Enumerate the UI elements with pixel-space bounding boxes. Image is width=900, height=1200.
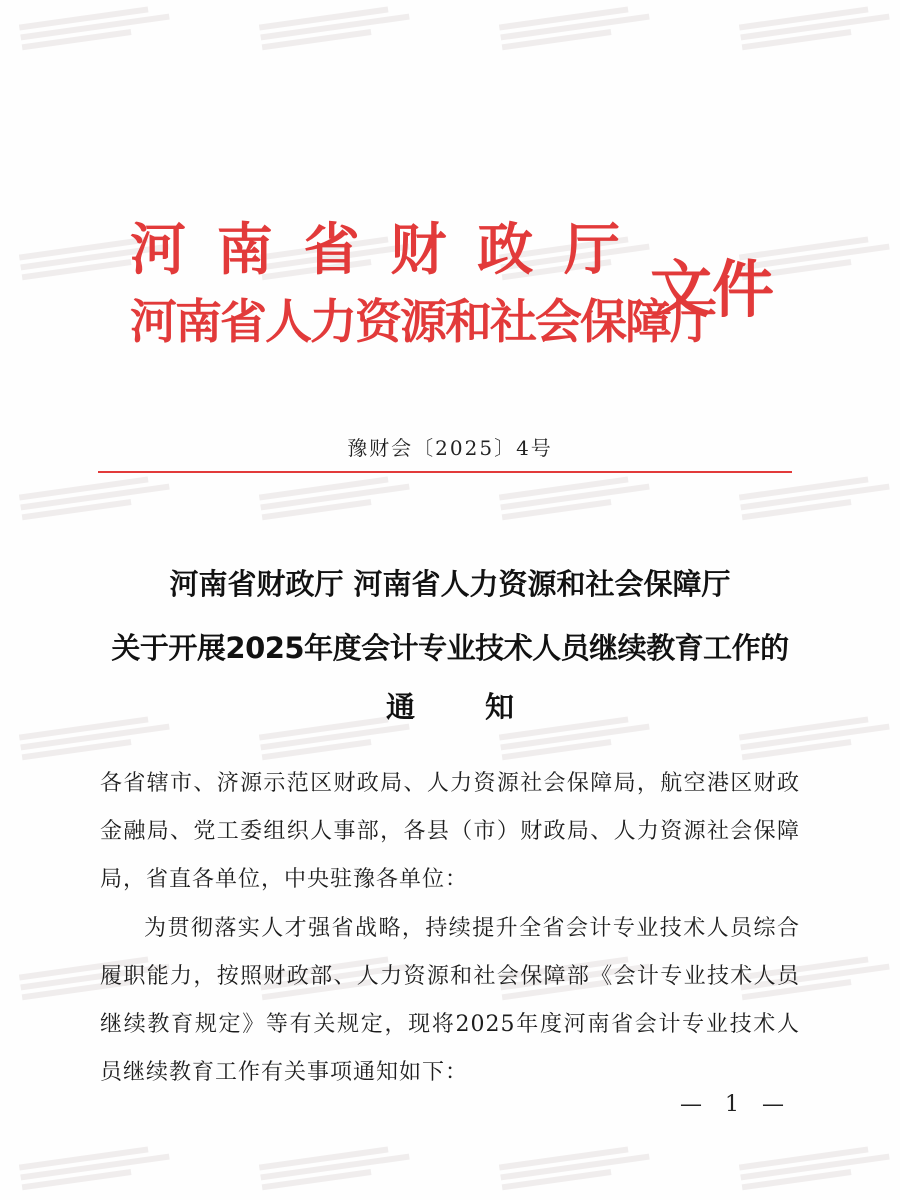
document-number: 豫财会〔2025〕4号 bbox=[347, 436, 553, 460]
watermark-tile bbox=[258, 0, 411, 54]
red-separator-line bbox=[98, 471, 792, 473]
title-line-3 bbox=[0, 685, 900, 726]
page-number: — 1 — bbox=[680, 1092, 792, 1117]
watermark-tile bbox=[738, 470, 891, 525]
issuer-char: 财 bbox=[390, 217, 447, 283]
watermark-tile bbox=[258, 1140, 411, 1195]
watermark-tile bbox=[18, 470, 171, 525]
issuer-char: 河 bbox=[130, 217, 186, 283]
issuer-char: 南 bbox=[216, 217, 273, 283]
issuer-char: 省 bbox=[303, 217, 360, 283]
watermark-tile bbox=[498, 1140, 651, 1195]
watermark-tile bbox=[18, 0, 171, 54]
watermark-tile bbox=[498, 0, 651, 54]
title-line-2: 关于开展2025年度会计专业技术人员继续教育工作的 bbox=[111, 631, 789, 665]
issuer-char: 厅 bbox=[563, 217, 620, 283]
watermark-tile bbox=[498, 470, 651, 525]
issuer-line-1 bbox=[130, 217, 620, 283]
body-paragraph: 为贯彻落实人才强省战略，持续提升全省会计专业技术人员综合履职能力，按照财政部、人力资源和社会保障部《会计专业技术人员继续教育规定》等有关规定，现将2025年度河南省会计专业技术人员继续教育工作有关事项通知如下： bbox=[100, 916, 800, 1085]
document-label: 文件 bbox=[650, 253, 775, 326]
addressees-paragraph: 各省辖市、济源示范区财政局、人力资源社会保障局，航空港区财政金融局、党工委组织人事部，各县（市）财政局、人力资源社会保障局，省直各单位，中央驻豫各单位： bbox=[100, 771, 800, 892]
title-line-1: 河南省财政厅 河南省人力资源和社会保障厅 bbox=[169, 567, 731, 601]
issuer-char: 政 bbox=[477, 217, 534, 283]
watermark-tile bbox=[258, 470, 411, 525]
title-char: 通 bbox=[385, 690, 415, 724]
watermark-tile bbox=[738, 0, 891, 54]
title-char: 知 bbox=[485, 690, 515, 724]
watermark-tile bbox=[738, 1140, 891, 1195]
issuer-line-2: 河南省人力资源和社会保障厅 bbox=[130, 295, 715, 350]
watermark-tile bbox=[18, 1140, 171, 1195]
